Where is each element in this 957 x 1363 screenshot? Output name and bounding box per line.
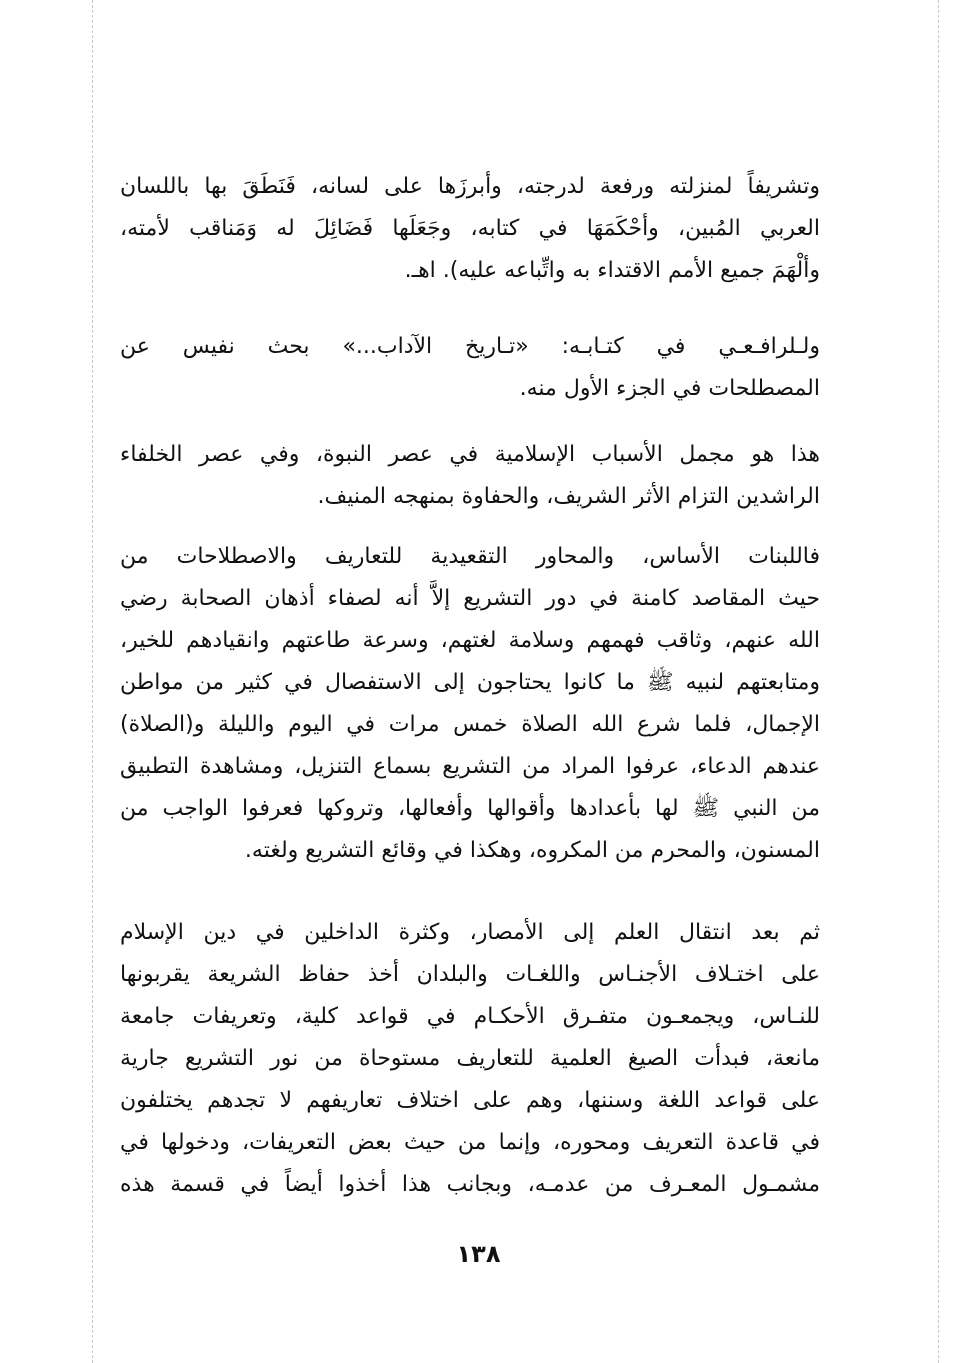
text-line: الله عنهم، وثاقب فهمهم وسلامة لغتهم، وسرعة طاعتهم وانقيادهم للخير، xyxy=(120,628,820,653)
text-line: ثم بعد انتقال العلم إلى الأمصار، وكثرة الداخلين في دين الإسلام xyxy=(120,920,820,945)
page-number: ١٣٨ xyxy=(456,1240,501,1268)
text-line: للنـاس، ويجمعـون متفـرق الأحكـام في قواعد كلية، وتعريفات جامعة xyxy=(120,1004,820,1029)
paragraph-3 xyxy=(120,434,820,518)
text-line: على اختـلاف الأجنـاس واللغـات والبلدان أخذ حفاظ الشريعة يقربونها xyxy=(120,962,820,987)
text-line: هذا هو مجمل الأسباب الإسلامية في عصر النبوة، وفي عصر الخلفاء xyxy=(120,442,820,467)
text-line: حيث المقاصد كامنة في دور التشريع إلاَّ أنه لصفاء أذهان الصحابة رضي xyxy=(120,586,820,611)
text-line: على قواعد اللغة وسننها، وهم على اختلاف تعاريفهم لا تجدهم يختلفون xyxy=(120,1088,820,1113)
paragraph-4 xyxy=(120,536,820,872)
text-line: وألْهَمَ جميع الأمم الاقتداء به واتِّباعه عليه). اهـ. xyxy=(404,258,820,283)
scan-edge-line-left xyxy=(92,0,93,1363)
text-line: وتشريفاً لمنزلته ورفعة لدرجته، وأبرزَها على لسانه، فَنَطَقَ بها باللسان xyxy=(120,174,820,199)
scan-edge-line-right xyxy=(938,0,939,1363)
text-line: العربي المُبين، وأحْكَمَهَا في كتابه، وجَعَلَها فَضَائِلَ له وَمَناقب لأمته، xyxy=(120,216,820,241)
text-line: عندهم الدعاء، عرفوا المراد من التشريع بسماع التنزيل، ومشاهدة التطبيق xyxy=(120,754,820,779)
text-line: الراشدين التزام الأثر الشريف، والحفاوة بمنهجه المنيف. xyxy=(317,484,820,509)
paragraph-5 xyxy=(120,912,820,1206)
text-line: المصطلحات في الجزء الأول منه. xyxy=(519,376,820,401)
paragraph-2 xyxy=(120,326,820,410)
text-line: المسنون، والمحرم من المكروه، وهكذا في وقائع التشريع ولغته. xyxy=(244,838,820,863)
text-line: مانعة، فبدأت الصيغ العلمية للتعاريف مستوحاة من نور التشريع جارية xyxy=(120,1046,820,1071)
text-line: في قاعدة التعريف ومحوره، وإنما من حيث بعض التعريفات، ودخولها في xyxy=(120,1130,820,1155)
paragraph-1 xyxy=(120,166,820,292)
text-line: مشمـول المعـرف من عدمـه، وبجانب هذا أخذوا أيضاً في قسمة هذه xyxy=(120,1172,820,1197)
text-line: من النبي ﷺ لها بأعدادها وأقوالها وأفعالها، وتروكها فعرفوا الواجب من xyxy=(120,796,820,821)
text-line: ومتابعتهم لنبيه ﷺ ما كانوا يحتاجون إلى الاستفصال في كثير من مواطن xyxy=(120,670,820,695)
text-line: الإجمال، فلما شرع الله الصلاة خمس مرات في اليوم والليلة و(الصلاة) xyxy=(120,712,820,737)
text-line: ولـلرافـعـي في كتـابـه: «تـاريخ الآداب...» بحث نفيس عن xyxy=(120,334,820,359)
text-line: فاللبنات الأساس، والمحاور التقعيدية للتعاريف والاصطلاحات من xyxy=(120,544,820,569)
